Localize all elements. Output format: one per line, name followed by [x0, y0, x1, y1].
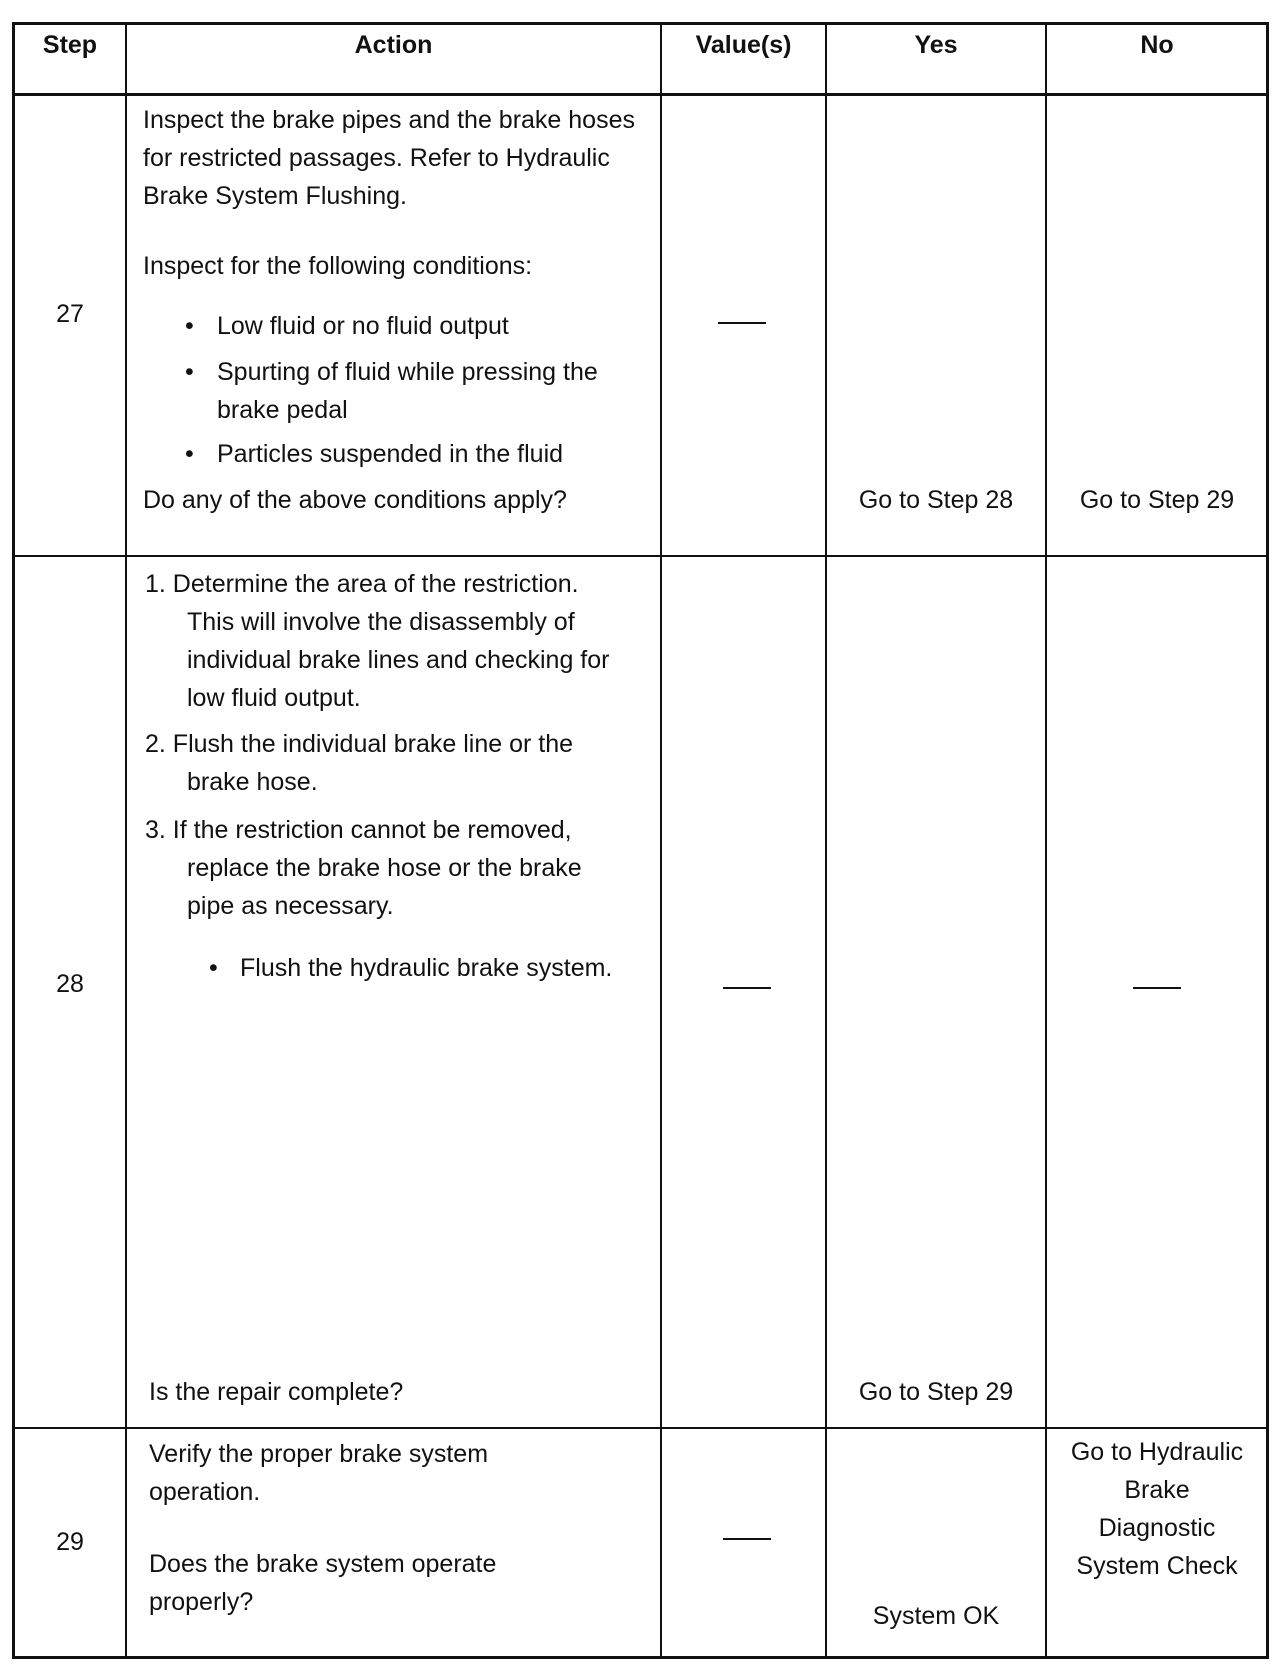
yes-result: Go to Step 29 — [858, 1378, 1014, 1406]
bullet-marker: • — [185, 358, 194, 386]
value-dash — [718, 322, 766, 324]
step-number: 29 — [56, 1528, 84, 1556]
column-divider — [660, 25, 662, 1656]
column-divider — [125, 25, 127, 1656]
no-result: Go to Hydraulic Brake Diagnostic System Check — [1070, 1438, 1244, 1580]
header-action: Action — [354, 31, 433, 59]
header-divider — [15, 93, 1266, 96]
column-divider — [1045, 25, 1047, 1656]
no-dash — [1133, 987, 1181, 989]
action-paragraph: Inspect the brake pipes and the brake hoses for restricted passages. Refer to Hydraulic Brake System Flushing. — [143, 106, 635, 210]
bullet-item: Low fluid or no fluid output — [217, 312, 509, 340]
numbered-item: 1. Determine the area of the restriction. This will involve the disassembly of individual brake lines and checking for low fluid output. — [145, 570, 610, 712]
value-dash — [723, 987, 771, 989]
bullet-marker: • — [185, 440, 194, 468]
bullet-item: Spurting of fluid while pressing the brake pedal — [217, 358, 598, 424]
action-question: Is the repair complete? — [149, 1378, 404, 1406]
diagnostic-table — [12, 22, 1269, 1659]
action-question: Do any of the above conditions apply? — [143, 486, 567, 514]
bullet-item: Flush the hydraulic brake system. — [240, 954, 613, 982]
no-result: Go to Step 29 — [1079, 486, 1235, 514]
action-paragraph: Verify the proper brake system operation. — [149, 1440, 489, 1506]
header-step: Step — [42, 31, 98, 59]
numbered-item: 3. If the restriction cannot be removed, replace the brake hose or the brake pipe as necessary. — [145, 816, 582, 920]
step-number: 27 — [56, 300, 84, 328]
row-divider — [15, 555, 1266, 557]
value-dash — [723, 1538, 771, 1540]
action-paragraph: Inspect for the following conditions: — [143, 252, 533, 280]
yes-result: Go to Step 28 — [858, 486, 1014, 514]
header-no: No — [1140, 31, 1174, 59]
header-yes: Yes — [914, 31, 958, 59]
numbered-item: 2. Flush the individual brake line or the brake hose. — [145, 730, 574, 796]
bullet-item: Particles suspended in the fluid — [217, 440, 564, 468]
bullet-marker: • — [185, 312, 194, 340]
column-divider — [825, 25, 827, 1656]
header-values: Value(s) — [695, 31, 792, 59]
step-number: 28 — [56, 970, 84, 998]
action-question: Does the brake system operate properly? — [149, 1550, 497, 1616]
yes-result: System OK — [872, 1602, 1000, 1630]
bullet-marker: • — [209, 954, 218, 982]
row-divider — [15, 1427, 1266, 1429]
